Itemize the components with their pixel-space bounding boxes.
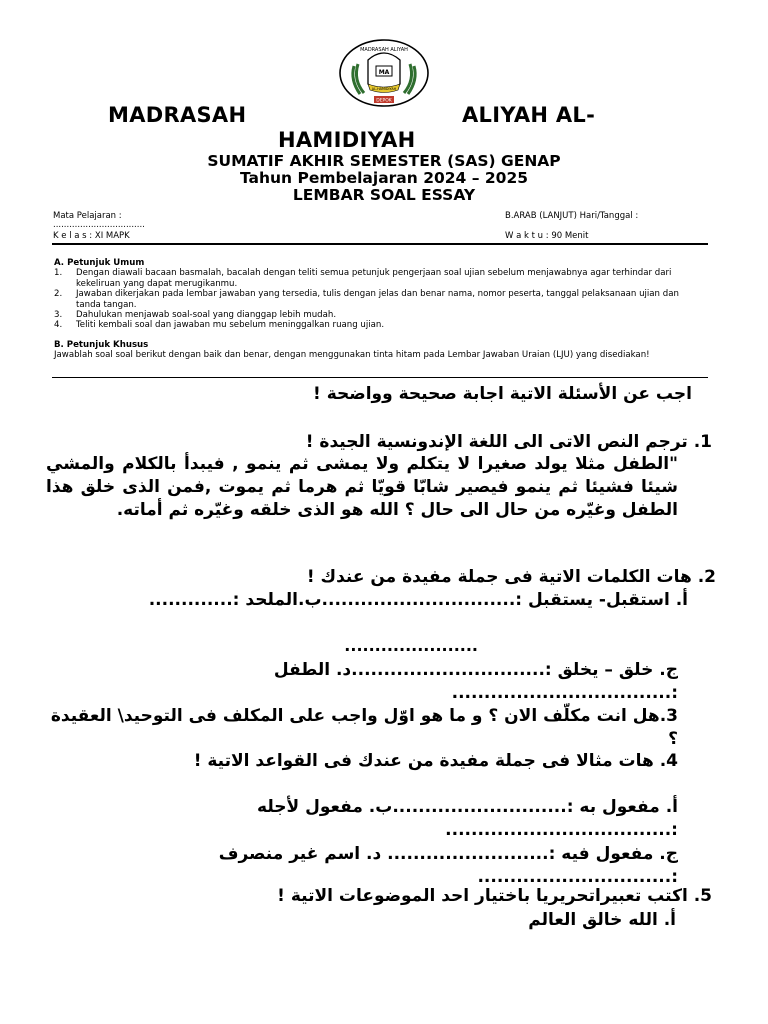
instruction-item	[54, 268, 680, 289]
question-2-item-a-cont: ......................	[344, 636, 478, 655]
logo-bottom-text: DEPOK	[376, 98, 392, 104]
subject-dots: ..................................	[53, 220, 145, 230]
logo-ribbon-text: AL-HAMIDIYAH	[371, 87, 397, 91]
question-4: 4. هات مثالا فى جملة مفيدة من عندك فى القواعد الاتية !	[193, 751, 678, 771]
question-2: 2. هات الكلمات الاتية فى جملة مفيدة من عندك !	[306, 567, 716, 587]
question-1: 1. ترجم النص الاتى الى اللغة الإندونسية الجيدة !	[305, 432, 712, 452]
sheet-title: LEMBAR SOAL ESSAY	[292, 186, 476, 204]
school-logo	[338, 38, 430, 108]
instruction-item	[54, 320, 680, 330]
title-word-1: MADRASAH	[108, 103, 247, 127]
question-3: 3.هل انت مكلّف الان ؟ و ما هو اوّل واجب على المكلف فى التوحيد\ العقيدة ؟	[50, 706, 678, 749]
title-word-2: ALIYAH AL-	[462, 103, 596, 127]
class-label: K e l a s : XI MAPK	[53, 231, 130, 241]
instructions-divider	[52, 377, 708, 378]
subject-value: B.ARAB (LANJUT) Hari/Tanggal :	[505, 211, 639, 221]
instruction-text: Dengan diawali bacaan basmalah, bacalah dengan teliti semua petunjuk pengerjaan soal ujian sebelum menjawabnya agar terhindar dari kekeliruan yang dapat merugikanmu.	[76, 268, 672, 289]
time-label: W a k t u : 90 Menit	[505, 231, 589, 241]
instructions	[54, 258, 680, 361]
instruction-number: 4.	[54, 320, 63, 331]
instruction-item	[54, 289, 680, 310]
title-word-3: HAMIDIYAH	[278, 128, 416, 152]
general-instructions-heading: A. Petunjuk Umum	[54, 258, 145, 268]
exam-title: SUMATIF AKHIR SEMESTER (SAS) GENAP	[207, 152, 561, 170]
question-2-item-a: أ. استقبل- يستقبل :..............................ب.الملحد :.............	[148, 590, 688, 610]
instruction-text: Jawaban dikerjakan pada lembar jawaban yang tersedia, tulis dengan jelas dan benar nama, nomor peserta, tanggal pelaksanaan ujian dan tanda tangan.	[76, 289, 679, 310]
question-4-item-a: أ. مفعول به :...........................ب. مفعول لأجله :...................................	[257, 797, 678, 840]
instruction-text: Teliti kembali soal dan jawaban mu sebelum meninggalkan ruang ujian.	[76, 320, 385, 331]
question-5: 5. اكتب تعبيراتحريريا باختيار احد الموضوعات الاتية !	[277, 886, 712, 906]
special-instructions-text: Jawablah soal soal berikut dengan baik dan benar, dengan menggunakan tinta hitam pada Lembar Jawaban Uraian (LJU) yang disediakan!	[54, 350, 650, 361]
question-5-item-a: أ. الله خالق العالم	[528, 910, 676, 930]
question-1-passage: "الطفل مثلا يولد صغيرا لا يتكلم ولا يمشى ثم ينمو , فيبدأ بالكلام والمشي شيئا فشيئا ثم ينمو فيصير شابّا قويّا ثم هرما ثم يموت ,فمن الذى خلق هذا الطفل وغيّره من حال الى حال ؟ الله هو الذى خلقه وغيّره ثم أماته.	[46, 454, 678, 520]
instruction-number: 1.	[54, 268, 63, 279]
logo-ring-text: MADRASAH ALIYAH	[360, 47, 408, 53]
academic-year: Tahun Pembelajaran 2024 – 2025	[239, 169, 529, 187]
instruction-text: Dahulukan menjawab soal-soal yang dianggap lebih mudah.	[76, 310, 337, 321]
question-2-item-c: ج. خلق – يخلق :..............................د. الطفل :..................................	[273, 660, 678, 703]
header-divider	[52, 243, 708, 245]
instruction-item	[54, 310, 680, 320]
instruction-number: 3.	[54, 310, 63, 321]
special-instructions-heading: B. Petunjuk Khusus	[54, 339, 149, 350]
instruction-number: 2.	[54, 289, 63, 300]
logo-center-text: MA	[378, 69, 390, 76]
subject-label: Mata Pelajaran :	[53, 211, 122, 221]
question-4-item-c: ج. مفعول فيه :......................... د. اسم غير منصرف :..............................	[218, 844, 678, 887]
arabic-intro: اجب عن الأسئلة الاتية اجابة صحيحة وواضحة !	[313, 384, 692, 404]
